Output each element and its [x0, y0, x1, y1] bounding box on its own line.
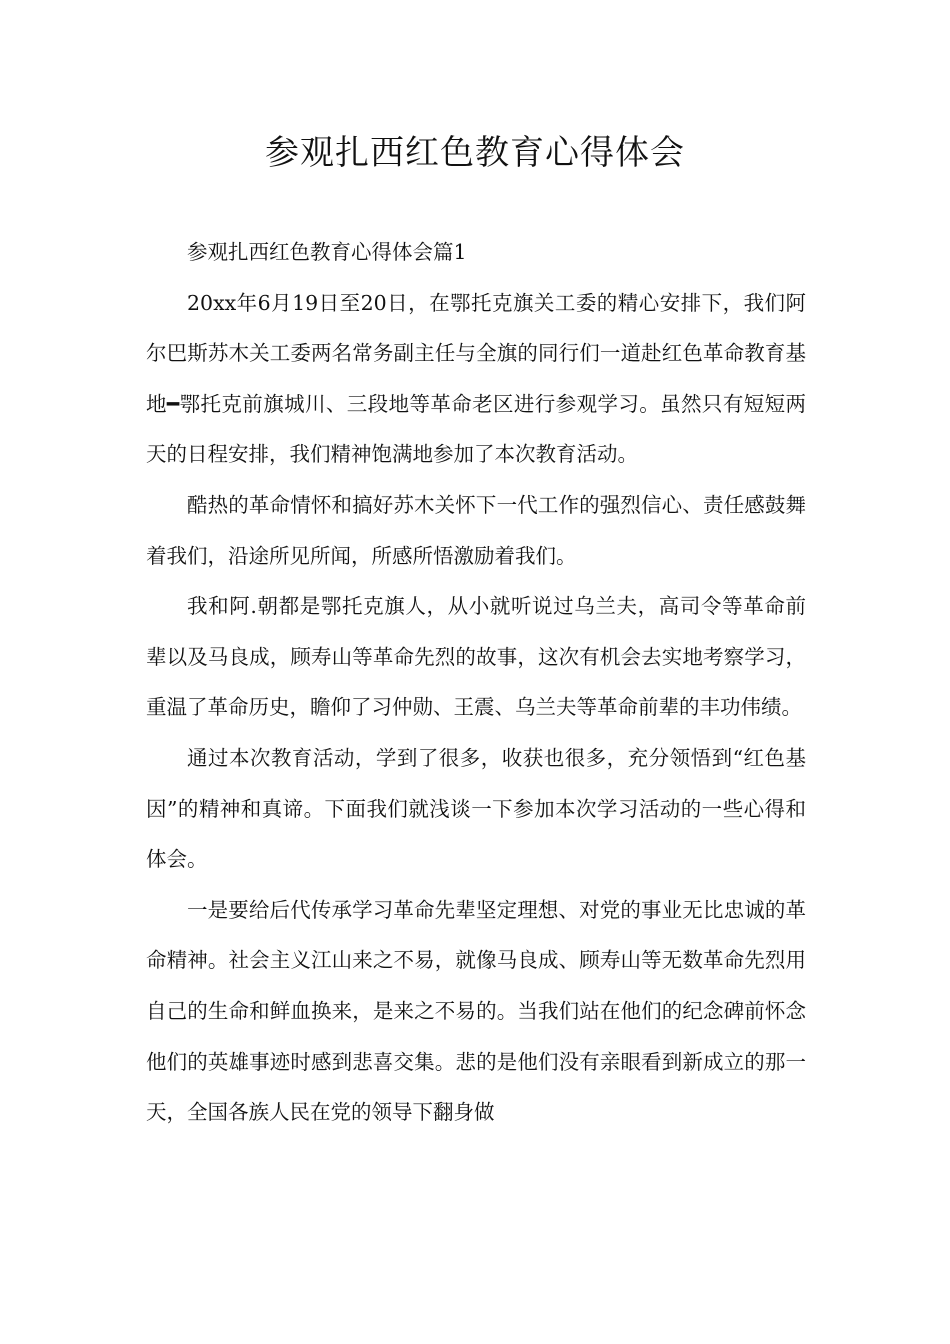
- paragraph-background: 我和阿.朝都是鄂托克旗人，从小就听说过乌兰夫，高司令等革命前辈以及马良成，顾寿山等革命先烈的故事，这次有机会去实地考察学习，重温了革命历史，瞻仰了习仲勋、王震、乌兰夫等革命前辈的丰功伟绩。: [146, 594, 806, 720]
- paragraph-intro: 20xx年6月19日至20日，在鄂托克旗关工委的精心安排下，我们阿尔巴斯苏木关工委两名常务副主任与全旗的同行们一道赴红色革命教育基地━鄂托克前旗城川、三段地等革命老区进行参观学习。虽然只有短短两天的日程安排，我们精神饱满地参加了本次教育活动。: [146, 290, 806, 467]
- paragraph-point-one: 一是要给后代传承学习革命先辈坚定理想、对党的事业无比忠诚的革命精神。社会主义江山来之不易，就像马良成、顾寿山等无数革命先烈用自己的生命和鲜血换来，是来之不易的。当我们站在他们的纪念碑前怀念他们的英雄事迹时感到悲喜交集。悲的是他们没有亲眼看到新成立的那一天，全国各族人民在党的领导下翻身做: [146, 897, 806, 1125]
- section-heading: 参观扎西红色教育心得体会篇1: [187, 240, 467, 264]
- paragraph-motivation: 酷热的革命情怀和搞好苏木关怀下一代工作的强烈信心、责任感鼓舞着我们，沿途所见所闻，所感所悟激励着我们。: [146, 492, 806, 568]
- document-body: [146, 227, 806, 1138]
- document-title: 参观扎西红色教育心得体会: [265, 133, 685, 173]
- paragraph-summary: 通过本次教育活动，学到了很多，收获也很多，充分领悟到“红色基因”的精神和真谛。下面我们就浅谈一下参加本次学习活动的一些心得和体会。: [146, 745, 806, 872]
